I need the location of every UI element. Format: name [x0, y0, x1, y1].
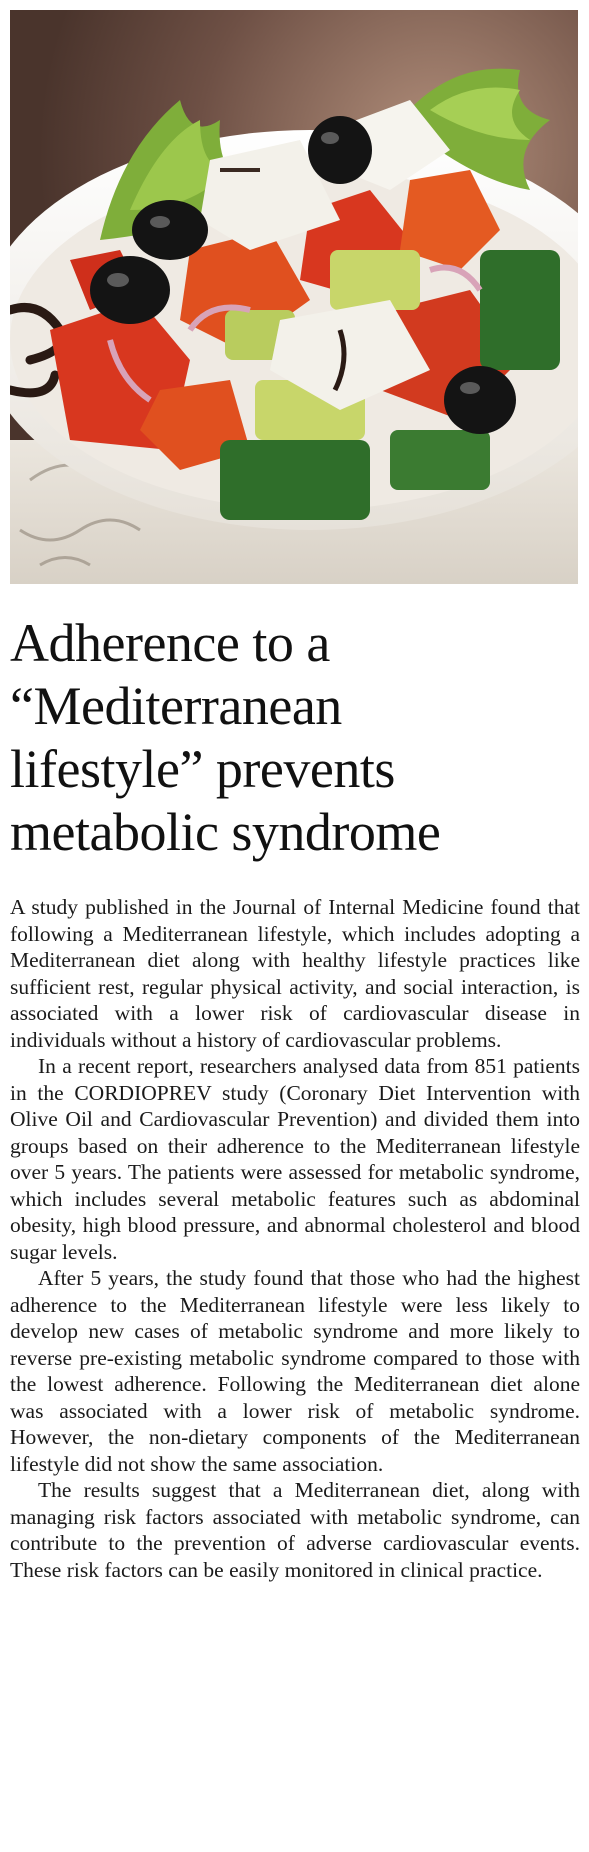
- article-paragraph-4: The results suggest that a Mediterranean diet, along with managing risk factors associated with metabolic syndrome, can contribute to the prevention of adverse cardiovascular events. These risk factors can be easily monitored in clinical practice.: [10, 1478, 580, 1582]
- headline-line: “Mediterranean: [10, 676, 342, 736]
- headline: [10, 612, 580, 864]
- article-paragraph-2: In a recent report, researchers analysed data from 851 patients in the CORDIOPREV study (Coronary Diet Intervention with Olive Oil and Cardiovascular Prevention) and divided them into groups based on their adherence to the Mediterranean lifestyle over 5 years. The patients were assessed for metabolic syndrome, which includes several metabolic features such as abdominal obesity, high blood pressure, and abnormal cholesterol and blood sugar levels.: [10, 1054, 580, 1264]
- headline-line: Adherence to a: [10, 613, 330, 673]
- article-paragraph-1: A study published in the Journal of Internal Medicine found that following a Mediterranean lifestyle, which includes adopting a Mediterranean diet along with healthy lifestyle practices like sufficient rest, regular physical activity, and social interaction, is associated with a lower risk of cardiovascular disease in individuals without a history of cardiovascular problems.: [10, 895, 580, 1052]
- article-body: [10, 894, 580, 1583]
- salad-illustration: [10, 10, 578, 584]
- article-paragraph-3: After 5 years, the study found that those who had the highest adherence to the Mediterranean lifestyle were less likely to develop new cases of metabolic syndrome and more likely to reverse pre-existing metabolic syndrome compared to those with the lowest adherence. Following the Mediterranean diet alone was associated with a lower risk of metabolic syndrome. However, the non-dietary components of the Mediterranean lifestyle did not show the same association.: [10, 1266, 580, 1476]
- headline-line: metabolic syndrome: [10, 802, 441, 862]
- headline-line: lifestyle” prevents: [10, 739, 395, 799]
- salad-photo: [10, 10, 578, 584]
